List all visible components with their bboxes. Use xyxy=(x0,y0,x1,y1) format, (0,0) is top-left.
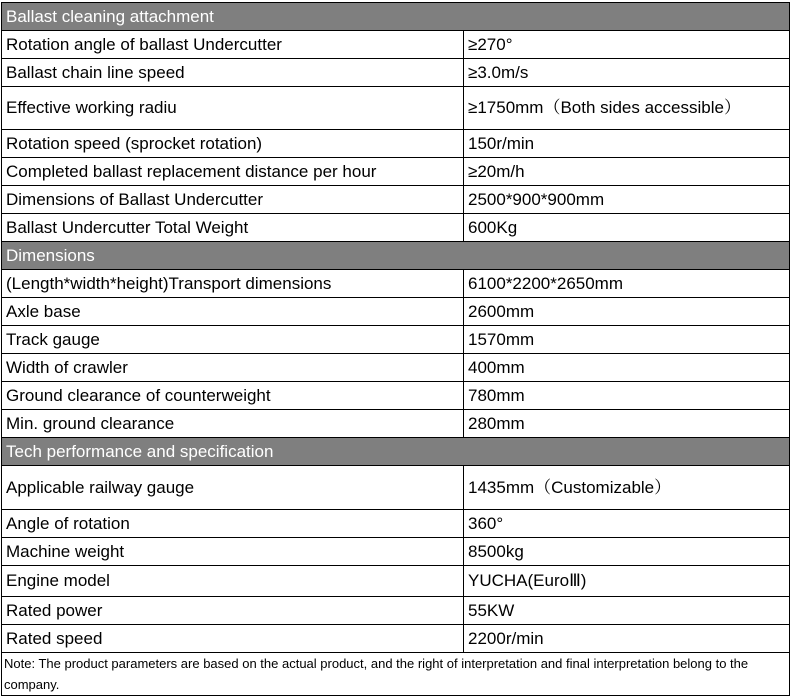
spec-value: 1435mm（Customizable） xyxy=(464,466,790,510)
spec-value: 360° xyxy=(464,510,790,538)
spec-label: Machine weight xyxy=(2,538,464,566)
spec-value: 2200r/min xyxy=(464,625,790,653)
spec-value: 8500kg xyxy=(464,538,790,566)
spec-row xyxy=(2,326,790,354)
spec-value: 6100*2200*2650mm xyxy=(464,270,790,298)
spec-value: 150r/min xyxy=(464,130,790,158)
spec-value: 1570mm xyxy=(464,326,790,354)
spec-value: 780mm xyxy=(464,382,790,410)
spec-table xyxy=(1,2,790,696)
spec-label: Axle base xyxy=(2,298,464,326)
spec-value: ≥20m/h xyxy=(464,158,790,186)
spec-label: Engine model xyxy=(2,566,464,597)
spec-label: Effective working radiu xyxy=(2,87,464,130)
section-header-row xyxy=(2,242,790,270)
spec-value: 400mm xyxy=(464,354,790,382)
spec-value: 600Kg xyxy=(464,214,790,242)
spec-row xyxy=(2,566,790,597)
spec-label: Ballast chain line speed xyxy=(2,59,464,87)
spec-label: Rotation speed (sprocket rotation) xyxy=(2,130,464,158)
spec-row xyxy=(2,130,790,158)
spec-row xyxy=(2,538,790,566)
spec-row xyxy=(2,31,790,59)
spec-row xyxy=(2,382,790,410)
spec-row xyxy=(2,510,790,538)
spec-row xyxy=(2,186,790,214)
spec-row xyxy=(2,597,790,625)
spec-label: Completed ballast replacement distance per hour xyxy=(2,158,464,186)
section-title-ballast-cleaning: Ballast cleaning attachment xyxy=(2,3,790,31)
spec-label: (Length*width*height)Transport dimensions xyxy=(2,270,464,298)
spec-row xyxy=(2,625,790,653)
spec-row xyxy=(2,59,790,87)
spec-label: Rated power xyxy=(2,597,464,625)
spec-value: ≥270° xyxy=(464,31,790,59)
spec-value: 280mm xyxy=(464,410,790,438)
spec-label: Min. ground clearance xyxy=(2,410,464,438)
spec-row xyxy=(2,270,790,298)
spec-value: 2600mm xyxy=(464,298,790,326)
spec-label: Rated speed xyxy=(2,625,464,653)
spec-label: Dimensions of Ballast Undercutter xyxy=(2,186,464,214)
spec-label: Rotation angle of ballast Undercutter xyxy=(2,31,464,59)
spec-value: YUCHA(EuroⅢ) xyxy=(464,566,790,597)
section-title-dimensions: Dimensions xyxy=(2,242,790,270)
spec-row xyxy=(2,214,790,242)
spec-label: Ground clearance of counterweight xyxy=(2,382,464,410)
footnote: Note: The product parameters are based on the actual product, and the right of interpretation and final interpretation belong to the company. xyxy=(2,653,790,696)
spec-label: Applicable railway gauge xyxy=(2,466,464,510)
note-row xyxy=(2,653,790,696)
spec-row xyxy=(2,410,790,438)
section-header-row xyxy=(2,3,790,31)
spec-value: 2500*900*900mm xyxy=(464,186,790,214)
spec-row xyxy=(2,298,790,326)
spec-label: Track gauge xyxy=(2,326,464,354)
spec-value: ≥1750mm（Both sides accessible） xyxy=(464,87,790,130)
spec-row xyxy=(2,466,790,510)
section-header-row xyxy=(2,438,790,466)
spec-value: 55KW xyxy=(464,597,790,625)
spec-row xyxy=(2,354,790,382)
spec-label: Width of crawler xyxy=(2,354,464,382)
section-title-tech-performance: Tech performance and specification xyxy=(2,438,790,466)
spec-label: Ballast Undercutter Total Weight xyxy=(2,214,464,242)
spec-value: ≥3.0m/s xyxy=(464,59,790,87)
spec-label: Angle of rotation xyxy=(2,510,464,538)
spec-row xyxy=(2,158,790,186)
spec-row xyxy=(2,87,790,130)
